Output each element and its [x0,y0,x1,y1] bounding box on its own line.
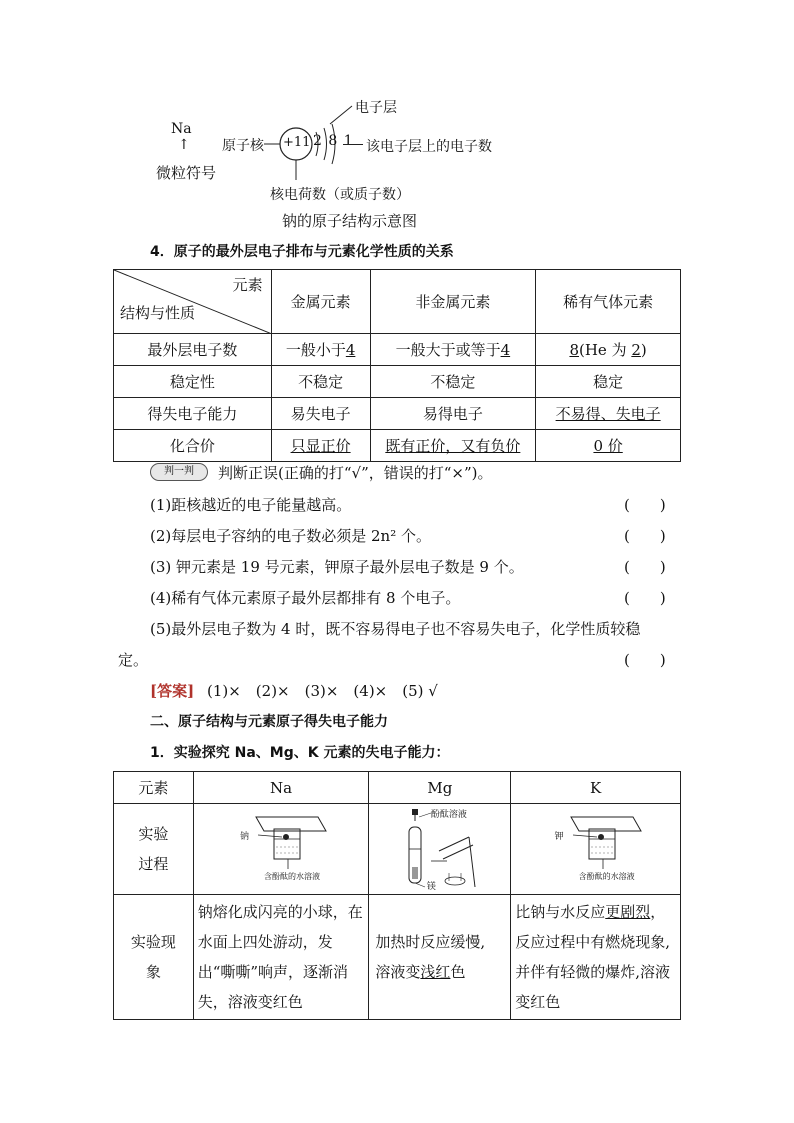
header-mg: Mg [369,772,511,804]
header-na: Na [193,772,369,804]
na-solution-label: 含酚酞的水溶液 [264,872,321,881]
table-cell: 一般大于或等于4 [370,334,536,366]
k-phenomenon: 比钠与水反应更剧烈，反应过程中有燃烧现象,并伴有轻微的爆炸,溶液变红色 [511,895,681,1020]
table-cell: 稳定 [536,366,681,398]
shell-numbers: 2 8 1 [313,133,354,149]
judge-badge: 判一判 [150,463,208,481]
judge-item-5-cont: 定。 [118,651,149,669]
table-cell: 既有正价，又有负价 [370,430,536,462]
table-cell: 易得电子 [370,398,536,430]
header-k: K [511,772,681,804]
table-cell: 不稳定 [271,366,370,398]
table-header-row [114,772,681,804]
mg-phenolphthalein-label: 酚酞溶液 [430,810,467,820]
header-nonmetal: 非金属元素 [370,270,536,334]
mg-figure [385,807,495,891]
judge-instruction: 判断正误(正确的打“√”，错误的打“×”)。 [218,464,493,482]
judge-item-4: (4)稀有气体元素原子最外层都排有 8 个电子。 [150,589,461,607]
table-cell: 一般小于4 [271,334,370,366]
judge-item-3: (3) 钾元素是 19 号元素，钾原子最外层电子数是 9 个。 [150,558,524,576]
diagram-caption: 钠的原子结构示意图 [282,212,418,230]
k-solution-label: 含酚酞的水溶液 [578,872,635,881]
row-label: 稳定性 [114,366,272,398]
table-cell: 不稳定 [370,366,536,398]
table-row [114,804,681,895]
answer-text: (1)× (2)× (3)× (4)× (5) √ [206,682,438,700]
nucleus-label: 原子核 [222,138,264,154]
up-arrow-icon: ↑ [178,137,190,153]
judge-paren-4: ( ) [624,589,666,607]
table-row [114,398,681,430]
table-header-row [114,270,681,334]
header-corner-top: 元素 [232,276,263,294]
na-phenomenon: 钠熔化成闪亮的小球，在水面上四处游动，发出“嘶嘶”响声，逐渐消失，溶液变红色 [193,895,369,1020]
judge-paren-5: ( ) [624,651,666,669]
shell-number-pointer [343,144,363,145]
na-metal-label: 钠 [240,832,250,842]
table-row [114,366,681,398]
particle-symbol: Na [171,121,192,137]
table-cell: 8(He 为 2) [536,334,681,366]
table-row [114,895,681,1020]
nucleus-charge: +11 [283,135,311,150]
row-label-process: 实验 过程 [114,804,194,895]
judge-item-1: (1)距核越近的电子能量越高。 [150,496,352,514]
mg-metal-label: 镁 [426,882,436,892]
table-row [114,430,681,462]
header-corner-cell [114,270,272,334]
k-metal-label: 钾 [554,832,564,842]
row-label: 得失电子能力 [114,398,272,430]
section4-title: 4．原子的最外层电子排布与元素化学性质的关系 [150,244,454,260]
answer-label: [答案] [150,682,195,700]
experiment-table [113,771,681,1020]
nuclear-charge-label: 核电荷数（或质子数） [270,187,410,203]
judge-item-5: (5)最外层电子数为 4 时，既不容易得电子也不容易失电子，化学性质较稳 [150,620,641,638]
row-label-phenomenon: 实验现 象 [114,895,194,1020]
shell-label: 电子层 [355,100,397,116]
mg-phenomenon: 加热时反应缓慢, 溶液变浅红色 [369,895,511,1020]
table-cell: 易失电子 [271,398,370,430]
table-cell: 0 价 [536,430,681,462]
judge-item-2: (2)每层电子容纳的电子数必须是 2n² 个。 [150,527,432,545]
judge-paren-3: ( ) [624,558,666,576]
row-label: 化合价 [114,430,272,462]
shell-electron-label: 该电子层上的电子数 [366,139,492,155]
mg-figure-cell [369,804,511,895]
judge-paren-1: ( ) [624,496,666,514]
section2-title: 二、原子结构与元素原子得失电子能力 [150,714,388,730]
header-metal: 金属元素 [271,270,370,334]
table-cell: 只显正价 [271,430,370,462]
judge-paren-2: ( ) [624,527,666,545]
na-figure [226,809,336,889]
answer-line [150,680,438,701]
header-element: 元素 [114,772,194,804]
section2-subtitle: 1．实验探究 Na、Mg、K 元素的失电子能力： [150,745,450,761]
symbol-label: 微粒符号 [156,164,217,182]
row-label: 最外层电子数 [114,334,272,366]
properties-table [113,269,681,462]
header-noble: 稀有气体元素 [536,270,681,334]
k-figure-cell [511,804,681,895]
k-figure [541,809,651,889]
table-row [114,334,681,366]
table-cell: 不易得、失电子 [536,398,681,430]
header-corner-bottom: 结构与性质 [120,304,196,322]
na-figure-cell [193,804,369,895]
